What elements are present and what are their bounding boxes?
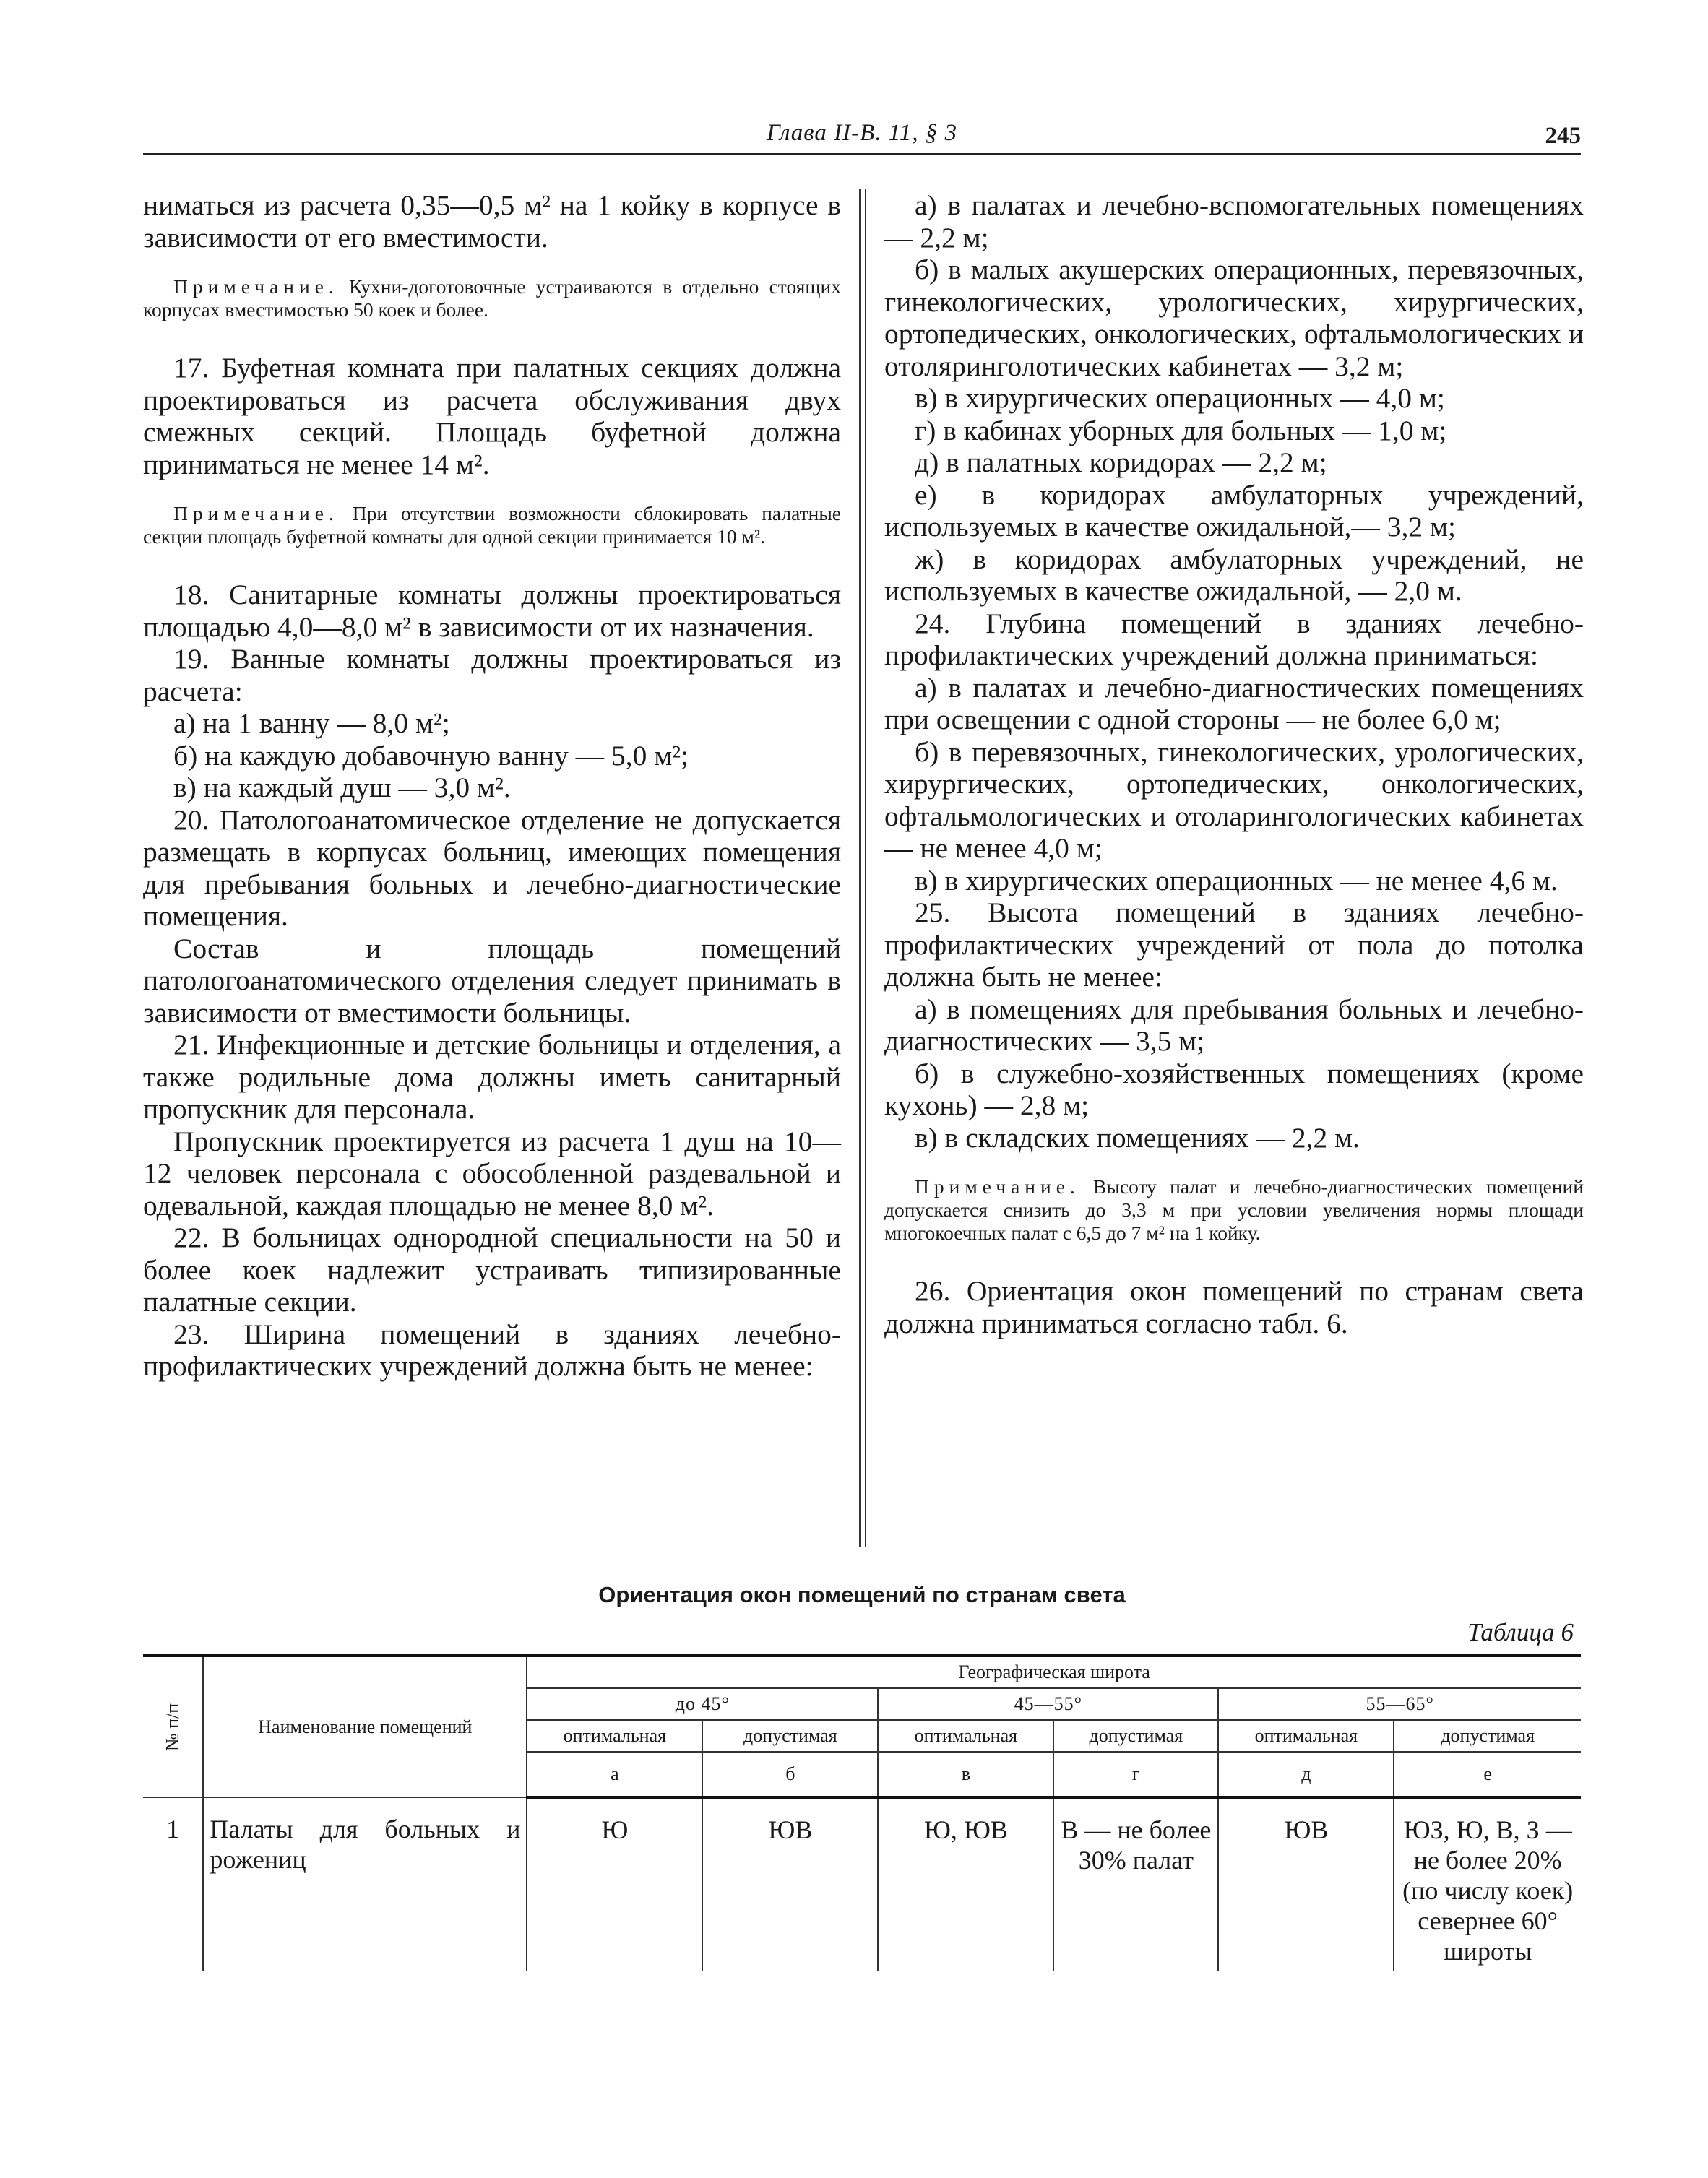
paragraph-20b: Состав и площадь помещений патологоанатомического отделения следует принимать в зависимости от вместимости больницы.: [143, 932, 841, 1029]
paragraph-24: 24. Глубина помещений в зданиях лечебно-профилактических учреждений должна приниматься:: [884, 607, 1584, 671]
header-letter-g: г: [1053, 1752, 1218, 1797]
paragraph-19c: в) на каждый душ — 3,0 м².: [173, 772, 511, 803]
header-lat-3: 55—65°: [1218, 1688, 1581, 1720]
page-header: [143, 117, 1581, 155]
paragraph-18: 18. Санитарные комнаты должны проектироваться площадью 4,0—8,0 м² в зависимости от их назначения.: [143, 579, 841, 643]
paragraph-24a: а) в палатах и лечебно-диагностических помещениях при освещении с одной стороны — не более 6,0 м;: [884, 671, 1584, 735]
right-column: [884, 189, 1584, 1339]
table-title: Ориентация окон помещений по странам света: [598, 1582, 1126, 1607]
header-letter-a: а: [527, 1752, 702, 1797]
cell-d: ЮВ: [1218, 1797, 1394, 1971]
note-text: Кухни-доготовочные устраиваются в отдельно стоящих корпусах вместимостью 50 коек и более.: [143, 275, 841, 321]
note-label: Примечание.: [173, 275, 339, 298]
table-row: [143, 1797, 1581, 1971]
header-dop-1: допустимая: [702, 1720, 878, 1752]
paragraph-23g: г) в кабинах уборных для больных — 1,0 м;: [915, 414, 1447, 446]
note-buffet: [143, 502, 841, 548]
paragraph-21: 21. Инфекционные и детские больницы и отделения, а также родильные дома должны иметь санитарный пропускник для персонала.: [143, 1029, 841, 1125]
header-letter-d: д: [1218, 1752, 1394, 1797]
cell-b: ЮВ: [702, 1797, 878, 1971]
note-text: При отсутствии возможности сблокировать палатные секции площадь буфетной комнаты для одной секции принимается 10 м².: [143, 502, 841, 548]
cell-num: 1: [143, 1797, 203, 1971]
paragraph-24b: б) в перевязочных, гинекологических, урологических, хирургических, ортопедических, онкологических, офтальмологических и отоларингологических кабинетах — не менее 4,0 м;: [884, 735, 1584, 864]
paragraph-20: 20. Патологоанатомическое отделение не допускается размещать в корпусах больниц, имеющих помещения для пребывания больных и лечебно-диагностические помещения.: [143, 803, 841, 932]
cell-v: Ю, ЮВ: [878, 1797, 1053, 1971]
paragraph-17: 17. Буфетная комната при палатных секциях должна проектироваться из расчета обслуживания двух смежных секций. Площадь буфетной должна приниматься не менее 14 м².: [143, 352, 841, 480]
header-num-label: № п/п: [162, 1703, 184, 1751]
header-dop-3: допустимая: [1394, 1720, 1581, 1752]
cell-name: Палаты для больных и рожениц: [203, 1797, 527, 1971]
header-letter-b: б: [702, 1752, 878, 1797]
page-number: 245: [1545, 123, 1581, 149]
paragraph-23b: б) в малых акушерских операционных, перевязочных, гинекологических, урологических, хирургических, ортопедических, онкологических, офтальмологических и отоляринголотических кабинетах — 3,2 м;: [884, 254, 1584, 382]
header-dop-2: допустимая: [1053, 1720, 1218, 1752]
paragraph-25v: в) в складских помещениях — 2,2 м.: [915, 1121, 1360, 1154]
note-text: Высоту палат и лечебно-диагностических помещений допускается снизить до 3,3 м при условии увеличения нормы площади многокоечных палат с 6,5 до 7 м² на 1 койку.: [884, 1175, 1584, 1244]
header-geo: Географическая широта: [527, 1656, 1581, 1688]
paragraph-25a: а) в помещениях для пребывания больных и лечебно-диагностических — 3,5 м;: [884, 993, 1584, 1057]
paragraph-24v: в) в хирургических операционных — не менее 4,6 м.: [915, 864, 1558, 896]
header-letter-v: в: [878, 1752, 1053, 1797]
paragraph-23v: в) в хирургических операционных — 4,0 м;: [915, 382, 1445, 414]
header-letter-e: е: [1394, 1752, 1581, 1797]
paragraph-23zh: ж) в коридорах амбулаторных учреждений, не используемых в качестве ожидальной, — 2,0 м.: [884, 543, 1584, 607]
cell-g: В — не более 30% палат: [1053, 1797, 1218, 1971]
paragraph-21b: Пропускник проектируется из расчета 1 душ на 10—12 человек персонала с обособленной раздевальной и одевальной, каждая площадью не менее 8,0 м².: [143, 1125, 841, 1222]
header-lat-1: до 45°: [527, 1688, 878, 1720]
paragraph-19: 19. Ванные комнаты должны проектироваться из расчета:: [143, 643, 841, 707]
paragraph-22: 22. В больницах однородной специальности на 50 и более коек надлежит устраивать типизированные палатные секции.: [143, 1222, 841, 1318]
note-label: Примечание.: [915, 1175, 1080, 1198]
paragraph-23: 23. Ширина помещений в зданиях лечебно-профилактических учреждений должна быть не менее:: [143, 1318, 841, 1382]
paragraph-19a: а) на 1 ванну — 8,0 м²;: [173, 707, 450, 739]
paragraph-23a: а) в палатах и лечебно-вспомогательных помещениях — 2,2 м;: [884, 189, 1584, 254]
note-kitchens: [143, 275, 841, 321]
paragraph-23d: д) в палатных коридорах — 2,2 м;: [915, 446, 1327, 478]
paragraph-25b: б) в служебно-хозяйственных помещениях (кроме кухонь) — 2,8 м;: [884, 1057, 1584, 1121]
header-opt-1: оптимальная: [527, 1720, 702, 1752]
table-label: Таблица 6: [1467, 1618, 1574, 1646]
cell-e: ЮЗ, Ю, В, З — не более 20% (по числу коек) севернее 60° широты: [1394, 1797, 1581, 1971]
paragraph-23e: е) в коридорах амбулаторных учреждений, используемых в качестве ожидальной,— 3,2 м;: [884, 478, 1584, 543]
paragraph-19b: б) на каждую добавочную ванну — 5,0 м²;: [173, 739, 689, 772]
header-opt-3: оптимальная: [1218, 1720, 1394, 1752]
orientation-table: [143, 1654, 1581, 1971]
column-divider: [859, 189, 866, 1547]
header-lat-2: 45—55°: [878, 1688, 1218, 1720]
running-head: Глава II-В. 11, § 3: [766, 120, 958, 146]
header-opt-2: оптимальная: [878, 1720, 1053, 1752]
paragraph-16-cont: ниматься из расчета 0,35—0,5 м² на 1 койку в корпусе в зависимости от его вместимости.: [143, 189, 841, 254]
cell-a: Ю: [527, 1797, 702, 1971]
paragraph-25: 25. Высота помещений в зданиях лечебно-профилактических учреждений от пола до потолка должна быть не менее:: [884, 896, 1584, 993]
note-label: Примечание.: [173, 502, 339, 524]
left-column: [143, 189, 841, 1383]
paragraph-26: 26. Ориентация окон помещений по странам света должна приниматься согласно табл. 6.: [884, 1275, 1584, 1339]
header-name: Наименование помещений: [203, 1656, 527, 1797]
note-height: [884, 1175, 1584, 1245]
header-num: [143, 1656, 203, 1797]
